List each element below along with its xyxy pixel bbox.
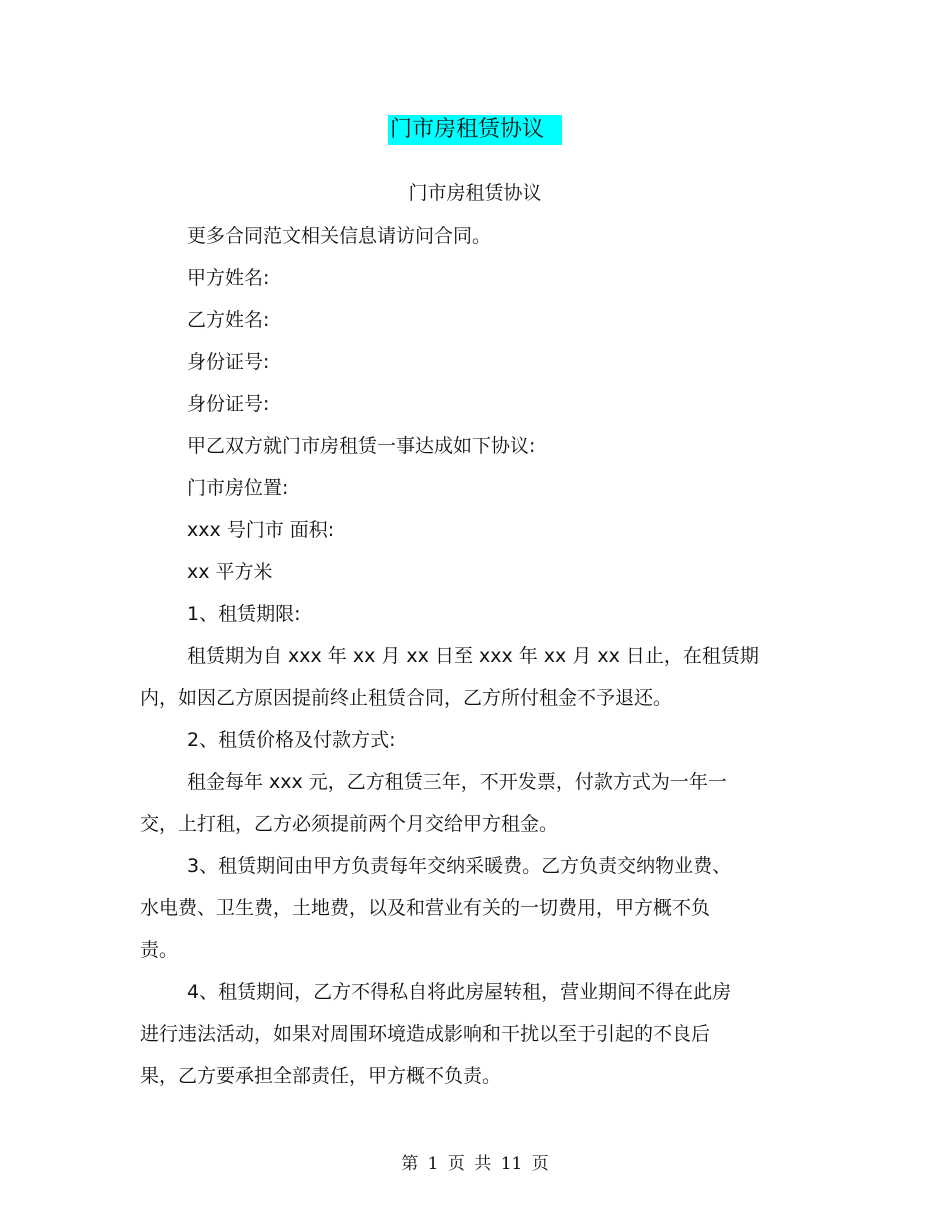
body-line: 甲乙双方就门市房租赁一事达成如下协议: xyxy=(187,435,536,457)
body-line: 身份证号: xyxy=(187,351,270,373)
body-line: xx 平方米 xyxy=(187,561,273,583)
title-container xyxy=(0,115,950,145)
body-line: 1、租赁期限: xyxy=(187,603,301,625)
body-line: 内，如因乙方原因提前终止租赁合同，乙方所付租金不予退还。 xyxy=(140,687,673,709)
body-line: 甲方姓名: xyxy=(187,267,270,289)
body-line: 身份证号: xyxy=(187,393,270,415)
body-line: xxx 号门市 面积: xyxy=(187,519,335,541)
body-line: 交，上打租，乙方必须提前两个月交给甲方租金。 xyxy=(140,813,559,835)
body-line: 更多合同范文相关信息请访问合同。 xyxy=(187,225,492,247)
body-line: 租赁期为自 xxx 年 xx 月 xx 日至 xxx 年 xx 月 xx 日止，在租赁期 xyxy=(187,645,759,667)
document-subtitle: 门市房租赁协议 xyxy=(408,182,542,204)
body-line: 4、租赁期间，乙方不得私自将此房屋转租，营业期间不得在此房 xyxy=(187,981,732,1003)
body-line: 门市房位置: xyxy=(187,477,289,499)
body-line: 水电费、卫生费，土地费，以及和营业有关的一切费用，甲方概不负 xyxy=(140,897,711,919)
body-line: 乙方姓名: xyxy=(187,309,270,331)
body-line: 租金每年 xxx 元，乙方租赁三年，不开发票，付款方式为一年一 xyxy=(187,771,727,793)
body-line: 进行违法活动，如果对周围环境造成影响和干扰以至于引起的不良后 xyxy=(140,1023,711,1045)
body-line: 3、租赁期间由甲方负责每年交纳采暖费。乙方负责交纳物业费、 xyxy=(187,855,732,877)
page-footer: 第 1 页 共 11 页 xyxy=(401,1154,549,1174)
document-body xyxy=(140,222,800,1104)
body-line: 果，乙方要承担全部责任，甲方概不负责。 xyxy=(140,1065,502,1087)
document-title: 门市房租赁协议 xyxy=(388,115,562,145)
body-line: 2、租赁价格及付款方式: xyxy=(187,729,396,751)
body-line: 责。 xyxy=(140,939,179,961)
